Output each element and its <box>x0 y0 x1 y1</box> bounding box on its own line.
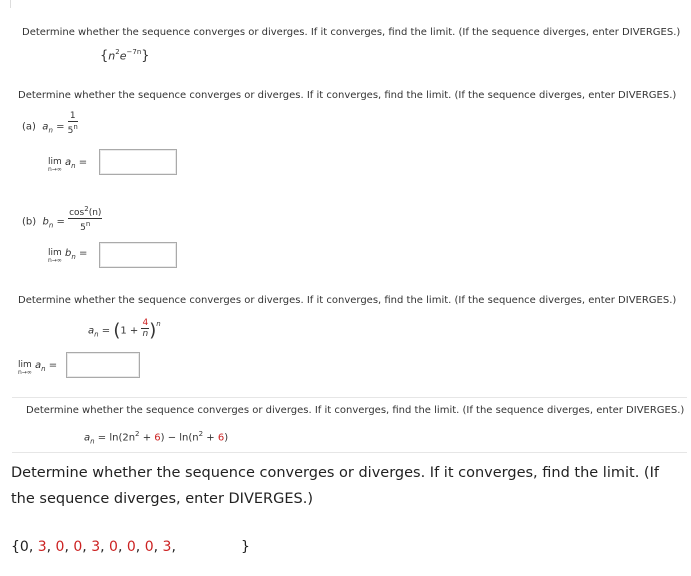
part-a-denominator <box>68 122 78 136</box>
part-a-limit-label <box>48 157 87 173</box>
seq-e-exp: −7n <box>126 48 142 56</box>
sequence-term: 3 <box>91 539 101 555</box>
problem1-prompt: Determine whether the sequence converges or diverges. If it converges, find the limit. (If the sequence diverges, enter DIVERGES.) <box>22 27 681 38</box>
seq-base: n <box>108 49 116 63</box>
p3-paren-open: ( <box>113 320 121 341</box>
part-b-var: b <box>42 216 49 228</box>
lim-a-var: a <box>65 157 72 168</box>
p4-exp1: 2 <box>135 430 140 438</box>
p3-denominator: n <box>142 329 149 339</box>
p4-sub: n <box>90 437 95 446</box>
lim-b-eq: = <box>79 248 88 259</box>
sequence-separator: , <box>100 539 110 555</box>
p3-numerator: 4 <box>142 318 149 328</box>
part-b-den-exp: n <box>85 220 91 228</box>
sequence-term: 0 <box>73 539 83 555</box>
answer-input-part-a[interactable] <box>99 149 177 175</box>
part-a-var: a <box>42 121 49 133</box>
lim-b-sub: n <box>71 253 76 261</box>
problem1-sequence <box>100 48 150 63</box>
lim-p3-eq: = <box>48 360 58 371</box>
part-b-den-base: 5 <box>80 223 86 233</box>
lim-a <box>48 157 62 173</box>
part-b-num-fn: cos <box>69 208 85 218</box>
problem4-prompt: Determine whether the sequence converges or diverges. If it converges, find the limit. (If the sequence diverges, enter DIVERGES.) <box>26 405 685 416</box>
lim-p3-under: n→∞ <box>18 369 32 376</box>
answer-input-part-b[interactable] <box>99 242 177 268</box>
problem4-bottom-border <box>12 452 687 453</box>
part-a-den-exp: n <box>73 123 78 131</box>
problem5-prompt-line1: Determine whether the sequence converges or diverges. If it converges, find the limit. (If <box>11 465 659 481</box>
sequence-separator: , <box>82 539 92 555</box>
lim-b <box>48 248 62 264</box>
sequence-separator: , <box>171 539 176 555</box>
seq-base-exp: 2 <box>115 48 120 56</box>
part-b-num-arg: (n) <box>88 208 102 218</box>
part-b-denominator <box>68 219 102 233</box>
lim-p3 <box>18 360 32 376</box>
lim-p3-word: lim <box>18 360 32 370</box>
p3-exp: n <box>156 320 161 328</box>
lim-a-word: lim <box>48 157 62 167</box>
part-b-limit-label <box>48 248 87 264</box>
sequence-term: 0 <box>55 539 65 555</box>
answer-input-problem3[interactable] <box>66 352 140 378</box>
problem4-top-border <box>12 397 687 398</box>
lim-p3-sub: n <box>41 365 46 373</box>
part-b-num-exp: 2 <box>84 205 89 213</box>
part-a-numerator: 1 <box>68 111 78 122</box>
brace-open: { <box>100 48 109 64</box>
part-b-sub: n <box>48 221 54 230</box>
p4-c1: 6 <box>154 432 161 444</box>
problem3-definition <box>88 320 161 341</box>
p4-end: ) <box>224 432 229 444</box>
p4-exp2: 2 <box>198 430 204 438</box>
part-b-label: (b) <box>22 216 37 228</box>
part-a-sub: n <box>48 126 53 135</box>
p3-one-plus: 1 + <box>120 325 139 337</box>
problem5-prompt-line2: the sequence diverges, enter DIVERGES.) <box>11 491 313 507</box>
seq-close: } <box>241 539 250 555</box>
sequence-separator: , <box>153 539 163 555</box>
p4-plus2: + <box>203 432 218 444</box>
part-b-definition <box>22 205 102 233</box>
sequence-terms <box>38 539 176 555</box>
p4-var: a <box>84 432 91 444</box>
lim-b-var: b <box>65 248 72 259</box>
p4-plus1: + <box>139 432 155 444</box>
top-edge-mark <box>10 0 11 8</box>
p3-eq: = <box>101 325 111 337</box>
lim-b-under: n→∞ <box>48 257 62 264</box>
sequence-term: 3 <box>37 539 47 555</box>
sequence-term: 0 <box>144 539 154 555</box>
problem2-prompt: Determine whether the sequence converges or diverges. If it converges, find the limit. (If the sequence diverges, enter DIVERGES.) <box>18 90 677 101</box>
lim-p3-var: a <box>35 360 42 371</box>
problem3-prompt: Determine whether the sequence converges or diverges. If it converges, find the limit. (If the sequence diverges, enter DIVERGES.) <box>18 295 677 306</box>
part-a-den-base: 5 <box>67 126 74 136</box>
seq-e: e <box>119 49 127 63</box>
part-b-eq: = <box>56 216 65 228</box>
lim-a-under: n→∞ <box>48 166 62 173</box>
sequence-separator: , <box>135 539 145 555</box>
p3-sub: n <box>94 330 99 339</box>
brace-close: } <box>141 48 150 64</box>
lim-a-sub: n <box>71 162 76 170</box>
part-b-fraction <box>68 204 102 233</box>
sequence-term: 0 <box>126 539 136 555</box>
seq-open: {0, <box>11 539 38 555</box>
problem4-definition <box>84 430 228 445</box>
p4-expr-pre: = ln(2n <box>97 432 136 444</box>
sequence-separator: , <box>117 539 127 555</box>
p4-c2: 6 <box>217 432 225 444</box>
lim-b-word: lim <box>48 248 62 258</box>
lim-a-eq: = <box>78 157 88 168</box>
part-b-numerator <box>68 204 102 219</box>
sequence-separator: , <box>46 539 56 555</box>
sequence-separator: , <box>64 539 74 555</box>
p4-mid: ) − ln(n <box>160 432 199 444</box>
part-a-label: (a) <box>22 121 36 133</box>
part-a-definition <box>22 111 78 136</box>
p3-var: a <box>88 325 95 337</box>
part-a-fraction <box>68 111 78 136</box>
problem3-limit-label <box>18 360 57 376</box>
sequence-term: 3 <box>162 539 172 555</box>
part-a-eq: = <box>56 121 65 133</box>
p3-paren-close: ) <box>149 320 157 341</box>
problem5-sequence <box>11 539 176 555</box>
sequence-term: 0 <box>109 539 118 555</box>
